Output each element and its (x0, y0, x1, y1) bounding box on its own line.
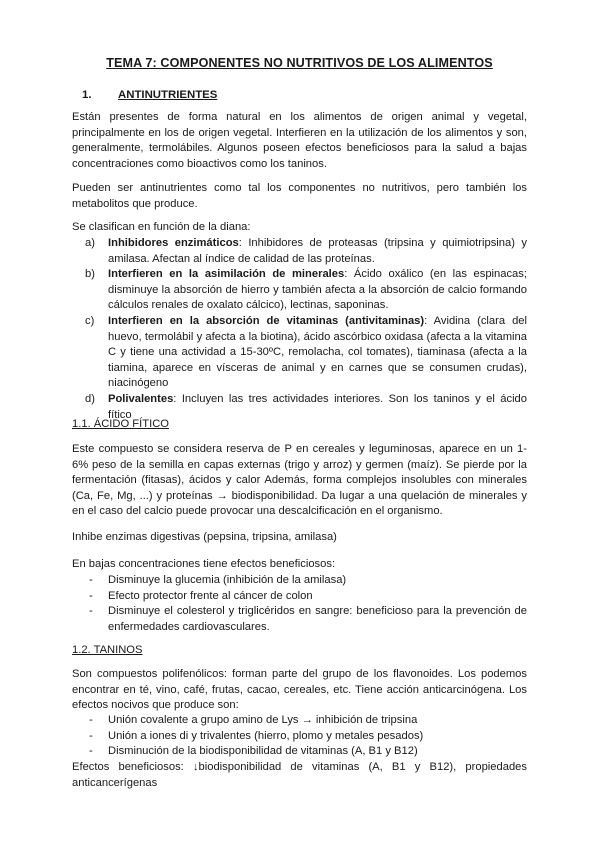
intro-paragraph-1: Están presentes de forma natural en los alimentos de origen animal y vegetal, principalmente en los de origen vegetal. Interfieren en la utilización de los alimentos y son, generalmente, termolábiles. Algunos poseen efectos beneficiosos para la salud a bajas concentraciones como bioactivos como los taninos. (72, 111, 527, 170)
list-item-text: Unión covalente a grupo amino de Lys → inhibición de tripsina (108, 714, 418, 726)
classification-term: Interfieren en la absorción de vitaminas (antivitaminas) (108, 314, 425, 327)
classification-term: Interfieren en la asimilación de minerales (108, 268, 345, 281)
list-item (72, 573, 527, 589)
classification-list (72, 236, 527, 423)
page-title: TEMA 7: COMPONENTES NO NUTRITIVOS DE LOS ALIMENTOS (106, 56, 493, 70)
intro-paragraph-2: Pueden ser antinutrientes como tal los componentes no nutritivos, pero también los metabolitos que produce. (72, 182, 527, 210)
list-item (72, 604, 527, 635)
classification-text: : Ácido oxálico (en las espinacas; disminuye la absorción de hierro y también afecta a la absorción de calcio formando cálculos renales de oxalato cálcico), lectinas, saponinas. (108, 268, 527, 312)
list-item (72, 589, 527, 605)
list-item (72, 744, 527, 760)
classification-text: : Inhibidores de proteasas (tripsina y quimiotripsina) y amilasa. Afectan al índice de calidad de las proteínas. (108, 237, 527, 265)
dash-marker: - (89, 745, 93, 758)
section-heading-text: ANTINUTRIENTES (118, 89, 218, 101)
list-marker: b) (85, 268, 95, 281)
classification-text: : Incluyen las tres actividades interiores. Son los taninos y el ácido fítico (108, 392, 527, 421)
dash-marker: - (89, 574, 93, 586)
harmful-effects-list (72, 713, 527, 760)
classification-term: Polivalentes (108, 392, 174, 405)
list-marker: a) (85, 237, 95, 249)
list-item (72, 713, 527, 729)
dash-marker: - (89, 605, 93, 618)
taninos-paragraph-2: Efectos beneficiosos: ↓biodisponibilidad de vitaminas (A, B1 y B12), propiedades anticancerígenas (72, 761, 527, 789)
list-item-text: Disminución de la biodisponibilidad de vitaminas (A, B1 y B12) (108, 745, 418, 758)
classification-term: Inhibidores enzimáticos (108, 237, 239, 249)
intro-paragraph-3: Se clasifican en función de la diana: (72, 221, 251, 233)
acido-fitico-paragraph-3: En bajas concentraciones tiene efectos beneficiosos: (72, 558, 336, 570)
classification-item (72, 236, 527, 267)
section-heading-antinutrientes (82, 88, 217, 104)
classification-item (72, 267, 527, 314)
acido-fitico-paragraph-1: Este compuesto se considera reserva de P en cereales y leguminosas, aparece en un 1-6% peso de la semilla en capas externas (trigo y arroz) y germen (maíz). Se pierde por la fermentación (fitasas), ácidos y calor Además, forma complejos insolubles con minerales (Ca, Fe, Mg, ...) y proteínas → biodisponibilidad. Da lugar a una quelación de minerales y en el caso del calcio puede provocar una descalcificación en el organismo. (72, 443, 527, 518)
list-item-text: Disminuye la glucemia (inhibición de la amilasa) (108, 574, 347, 586)
benefits-list (72, 573, 527, 635)
list-item-text: Unión a iones di y trivalentes (hierro, plomo y metales pesados) (108, 729, 424, 742)
subsection-heading-acido-fitico: 1.1. ÁCIDO FÍTICO (72, 418, 169, 430)
list-item (72, 729, 527, 745)
classification-item (72, 314, 527, 392)
taninos-paragraph-1: Son compuestos polifenólicos: forman parte del grupo de los flavonoides. Los podemos encontrar en té, vino, café, frutas, cacao, cereales, etc. Tiene acción anticarcinógena. Los efectos nocivos que produce son: (72, 668, 527, 712)
list-item-text: Efecto protector frente al cáncer de colon (108, 589, 313, 602)
dash-marker: - (89, 714, 93, 726)
classification-text: : Avidina (clara del huevo, termolábil y afecta a la biotina), ácido ascórbico oxidasa (afecta a la vitamina C y tiene una actividad a 15-30ºC, remolacha, col tomates), tiaminasa (afecta a la tiamina, aparece en vísceras de animal y en carnes que se consumen crudas), niacinógeno (108, 314, 528, 390)
list-item-text: Disminuye el colesterol y triglicéridos en sangre: beneficioso para la prevención de enfermedades cardiovasculares. (108, 605, 527, 633)
dash-marker: - (89, 729, 93, 742)
subsection-heading-taninos: 1.2. TANINOS (72, 644, 143, 656)
acido-fitico-paragraph-2: Inhibe enzimas digestivas (pepsina, tripsina, amilasa) (72, 531, 337, 543)
list-marker: c) (85, 314, 95, 327)
section-number: 1. (82, 89, 92, 101)
dash-marker: - (89, 589, 93, 602)
list-marker: d) (85, 392, 95, 405)
